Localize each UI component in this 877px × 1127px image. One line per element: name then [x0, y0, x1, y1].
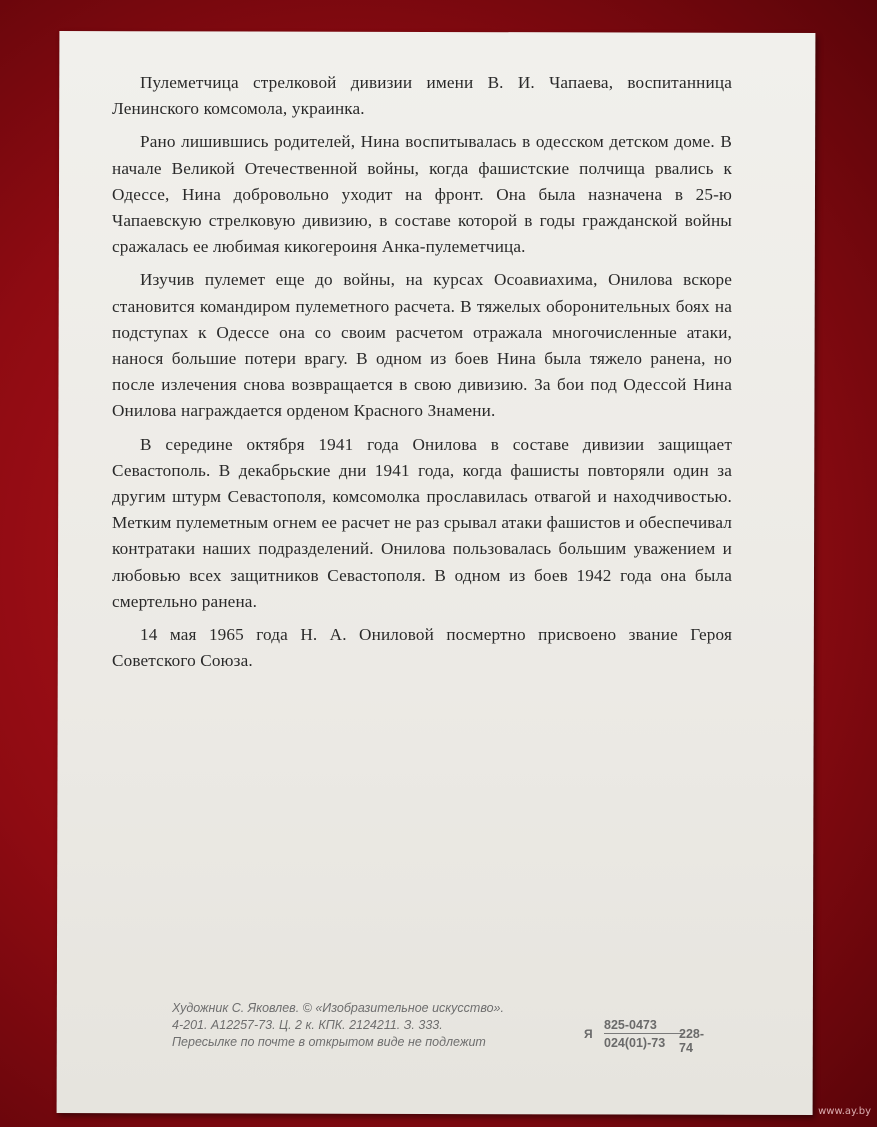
imprint-mail-notice: Пересылке по почте в открытом виде не подлежит — [172, 1035, 486, 1049]
catalog-letter: Я — [584, 1027, 593, 1041]
imprint-codes-line: 4-201. А12257-73. Ц. 2 к. КПК. 2124211. З. 333. — [172, 1018, 443, 1032]
paragraph-childhood: Рано лишившись родителей, Нина воспитывалась в одесском детском доме. В начале Великой Отечественной войны, когда фашистские полчища рвались к Одессе, Нина добровольно уходит на фронт. Она была назначена в 25-ю Чапаевскую стрелковую дивизию, в составе которой в годы гражданской войны сражалась ее любимая кикогероиня Анка-пулеметчица. — [112, 132, 732, 257]
biography-text — [112, 70, 732, 681]
catalog-denominator: 024(01)-73 — [604, 1033, 684, 1051]
paragraph-odessa: Изучив пулемет еще до войны, на курсах Осоавиахима, Онилова вскоре становится командиром пулеметного расчета. В тяжелых оборонительных боях на подступах к Одессе она со своим расчетом отражала многочисленные атаки, нанося большие потери врагу. В одном из боев Нина была тяжело ранена, но после излечения снова возвращается в свою дивизию. За бои под Одессой Нина Онилова награждается орденом Красного Знамени. — [112, 270, 732, 421]
catalog-numerator: 825-0473 — [604, 1018, 657, 1032]
site-watermark: www.ay.by — [818, 1106, 871, 1117]
paragraph-sevastopol: В середине октября 1941 года Онилова в составе дивизии защищает Севастополь. В декабрьские дни 1941 года, когда фашисты повторяли один за другим штурм Севастополя, комсомолка прославилась отвагой и находчивостью. Метким пулеметным огнем ее расчет не раз срывал атаки фашистов и обеспечивал контратаки наших подразделений. Онилова пользовалась большим уважением и любовью всех защитников Севастополя. В одном из боев 1942 года она была смертельно ранена. — [112, 434, 732, 611]
catalog-fraction — [604, 1017, 684, 1051]
paragraph-award: 14 мая 1965 года Н. А. Ониловой посмертно присвоено звание Героя Советского Союза. — [112, 625, 732, 671]
catalog-price-code: 228-74 — [679, 1027, 705, 1055]
paragraph-intro: Пулеметчица стрелковой дивизии имени В. И. Чапаева, воспитанница Ленинского комсомола, украинка. — [112, 73, 732, 119]
imprint-artist-line: Художник С. Яковлев. © «Изобразительное искусство». — [172, 1001, 504, 1015]
